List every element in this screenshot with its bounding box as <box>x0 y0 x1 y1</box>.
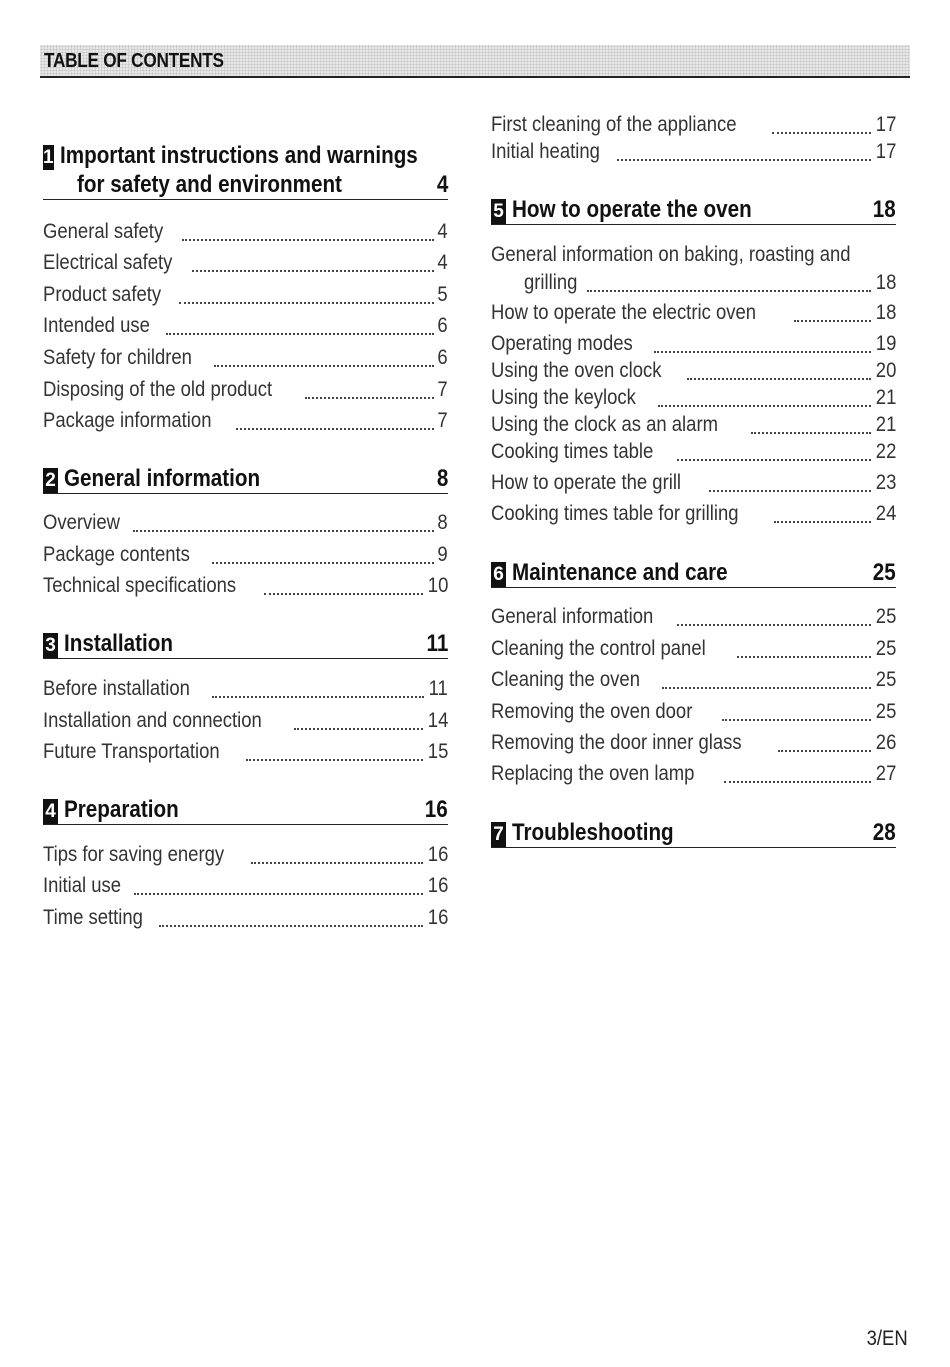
toc-entry-label: How to operate the grill <box>491 471 682 494</box>
toc-entry-page: 4 <box>437 220 448 243</box>
toc-entry-label: Using the oven clock <box>491 359 662 382</box>
toc-entry-label: General information on baking, roasting and <box>491 243 851 266</box>
section-6-heading[interactable] <box>491 558 896 588</box>
toc-entry-operate-electric-oven[interactable] <box>491 300 896 326</box>
toc-entry-page: 10 <box>427 574 448 597</box>
toc-entry-removing-inner-glass[interactable] <box>491 730 896 756</box>
toc-entry-label: Using the clock as an alarm <box>491 413 718 436</box>
toc-entry-operate-grill[interactable] <box>491 470 896 496</box>
leader-dots <box>192 264 434 272</box>
toc-entry-replacing-oven-lamp[interactable] <box>491 761 896 787</box>
leader-dots <box>212 690 424 698</box>
toc-entry-general-safety[interactable] <box>43 219 448 245</box>
leader-dots <box>251 856 423 864</box>
toc-entry-label: Product safety <box>43 283 162 306</box>
toc-entry-label: Installation and connection <box>43 709 262 732</box>
leader-dots <box>654 345 871 353</box>
toc-entry-clock-as-alarm[interactable] <box>491 412 896 438</box>
section-number-badge: 5 <box>491 199 506 224</box>
toc-entry-cooking-times-grilling[interactable] <box>491 501 896 527</box>
leader-dots <box>133 524 435 532</box>
leader-dots <box>246 753 423 761</box>
toc-entry-page: 18 <box>875 301 896 324</box>
section-number-badge: 3 <box>43 633 58 658</box>
toc-entry-label-continued: grilling <box>524 271 578 294</box>
section-title: How to operate the oven <box>512 196 752 223</box>
toc-entry-label: Replacing the oven lamp <box>491 762 695 785</box>
toc-entry-disposing-old-product[interactable] <box>43 377 448 403</box>
toc-entry-label: First cleaning of the appliance <box>491 113 737 136</box>
toc-entry-electrical-safety[interactable] <box>43 250 448 276</box>
toc-entry-label: Tips for saving energy <box>43 843 225 866</box>
toc-entry-page: 25 <box>875 668 896 691</box>
toc-entry-initial-use[interactable] <box>43 873 448 899</box>
toc-entry-intended-use[interactable] <box>43 313 448 339</box>
leader-dots <box>722 713 871 721</box>
toc-entry-page: 26 <box>875 731 896 754</box>
section-page: 4 <box>436 171 448 198</box>
leader-dots <box>294 722 423 730</box>
toc-entry-page: 6 <box>437 346 448 369</box>
section-number-badge: 6 <box>491 562 506 587</box>
toc-entry-label: Technical specifications <box>43 574 237 597</box>
toc-entry-package-information[interactable] <box>43 408 448 434</box>
leader-dots <box>264 587 422 595</box>
toc-entry-label: Removing the oven door <box>491 700 693 723</box>
toc-entry-label: Cleaning the oven <box>491 668 640 691</box>
leader-dots <box>794 314 870 322</box>
toc-entry-time-setting[interactable] <box>43 905 448 931</box>
page-title: TABLE OF CONTENTS <box>44 50 224 72</box>
section-title: Preparation <box>64 796 179 823</box>
section-5-heading[interactable] <box>491 195 896 225</box>
toc-entry-page: 27 <box>875 762 896 785</box>
toc-entry-page: 22 <box>875 440 896 463</box>
section-1-heading[interactable] <box>43 141 448 200</box>
leader-dots <box>687 372 871 380</box>
toc-entry-page: 8 <box>437 511 448 534</box>
toc-entry-safety-for-children[interactable] <box>43 345 448 371</box>
header-bar <box>40 45 910 78</box>
toc-entry-label: Removing the door inner glass <box>491 731 742 754</box>
toc-entry-label: Intended use <box>43 314 150 337</box>
toc-entry-label: General safety <box>43 220 164 243</box>
section-4-heading[interactable] <box>43 795 448 825</box>
section-title: Important instructions and warnings <box>59 142 418 169</box>
toc-entry-label: General information <box>491 605 654 628</box>
leader-dots <box>212 556 434 564</box>
leader-dots <box>662 681 870 689</box>
section-number-badge: 2 <box>43 468 58 493</box>
toc-entry-technical-specifications[interactable] <box>43 573 448 599</box>
leader-dots <box>677 453 870 461</box>
leader-dots <box>236 422 434 430</box>
section-number-badge: 1 <box>43 147 54 168</box>
leader-dots <box>214 359 434 367</box>
toc-entry-page: 17 <box>875 113 896 136</box>
toc-entry-page: 4 <box>437 251 448 274</box>
leader-dots <box>737 650 871 658</box>
toc-entry-page: 7 <box>437 378 448 401</box>
toc-entry-cleaning-control-panel[interactable] <box>491 636 896 662</box>
leader-dots <box>677 618 870 626</box>
section-title-continued: for safety and environment <box>77 171 342 198</box>
leader-dots <box>709 484 871 492</box>
toc-entry-page: 16 <box>427 843 448 866</box>
leader-dots <box>134 887 423 895</box>
leader-dots <box>305 391 434 399</box>
toc-entry-label: Package contents <box>43 543 190 566</box>
toc-entry-page: 7 <box>437 409 448 432</box>
toc-entry-label: Time setting <box>43 906 143 929</box>
leader-dots <box>159 919 423 927</box>
toc-entry-installation-and-connection[interactable] <box>43 708 448 734</box>
toc-entry-page: 23 <box>875 471 896 494</box>
toc-entry-page: 16 <box>427 906 448 929</box>
leader-dots <box>166 327 434 335</box>
toc-entry-operating-modes[interactable] <box>491 331 896 357</box>
leader-dots <box>617 153 871 161</box>
section-7-heading[interactable] <box>491 818 896 848</box>
section-number-badge: 4 <box>43 799 58 824</box>
toc-entry-label: Safety for children <box>43 346 192 369</box>
section-title: Troubleshooting <box>512 819 674 846</box>
toc-entry-label: Overview <box>43 511 121 534</box>
toc-entry-page: 11 <box>428 677 448 700</box>
toc-entry-label: How to operate the electric oven <box>491 301 757 324</box>
section-number-badge: 7 <box>491 822 506 847</box>
toc-entry-tips-saving-energy[interactable] <box>43 842 448 868</box>
toc-entry-product-safety[interactable] <box>43 282 448 308</box>
leader-dots <box>724 775 870 783</box>
toc-entry-page: 14 <box>427 709 448 732</box>
section-page: 28 <box>873 819 896 846</box>
toc-entry-label: Disposing of the old product <box>43 378 273 401</box>
toc-entry-label: Cooking times table for grilling <box>491 502 739 525</box>
toc-entry-removing-oven-door[interactable] <box>491 699 896 725</box>
section-page: 11 <box>426 630 448 657</box>
toc-entry-page: 25 <box>875 637 896 660</box>
section-page: 8 <box>436 465 448 492</box>
toc-entry-page: 21 <box>875 413 896 436</box>
toc-entry-general-information[interactable] <box>491 604 896 630</box>
toc-entry-label: Future Transportation <box>43 740 220 763</box>
toc-entry-page: 9 <box>437 543 448 566</box>
toc-entry-page: 19 <box>875 332 896 355</box>
toc-entry-cooking-times-table[interactable] <box>491 439 896 465</box>
toc-entry-initial-heating[interactable] <box>491 139 896 165</box>
section-title: Installation <box>64 630 173 657</box>
section-title: Maintenance and care <box>512 559 728 586</box>
section-3-heading[interactable] <box>43 629 448 659</box>
toc-entry-oven-clock[interactable] <box>491 358 896 384</box>
section-2-heading[interactable] <box>43 464 448 494</box>
section-page: 16 <box>425 796 448 823</box>
leader-dots <box>179 296 434 304</box>
leader-dots <box>182 233 435 241</box>
toc-entry-page: 16 <box>427 874 448 897</box>
toc-entry-first-cleaning[interactable] <box>491 112 896 138</box>
toc-entry-label: Cooking times table <box>491 440 654 463</box>
toc-entry-label: Before installation <box>43 677 190 700</box>
toc-entry-label: Initial use <box>43 874 122 897</box>
toc-entry-page: 6 <box>437 314 448 337</box>
leader-dots <box>658 399 871 407</box>
toc-entry-cleaning-oven[interactable] <box>491 667 896 693</box>
leader-dots <box>772 126 871 134</box>
toc-entry-page: 21 <box>875 386 896 409</box>
toc-entry-package-contents[interactable] <box>43 542 448 568</box>
toc-entry-label: Package information <box>43 409 212 432</box>
toc-entry-page: 20 <box>875 359 896 382</box>
leader-dots <box>778 744 871 752</box>
toc-entry-page: 5 <box>437 283 448 306</box>
section-page: 18 <box>873 196 896 223</box>
leader-dots <box>774 515 870 523</box>
toc-entry-general-info-baking[interactable] <box>491 241 896 297</box>
leader-dots <box>587 284 871 292</box>
toc-entry-label: Electrical safety <box>43 251 173 274</box>
section-page: 25 <box>873 559 896 586</box>
toc-entry-page: 18 <box>875 271 896 294</box>
toc-entry-label: Using the keylock <box>491 386 636 409</box>
leader-dots <box>751 426 871 434</box>
toc-entry-page: 25 <box>875 605 896 628</box>
page-number: 3/EN <box>866 1327 908 1350</box>
toc-entry-page: 25 <box>875 700 896 723</box>
toc-entry-future-transportation[interactable] <box>43 739 448 765</box>
section-title: General information <box>64 465 261 492</box>
toc-entry-before-installation[interactable] <box>43 676 448 702</box>
toc-entry-page: 17 <box>875 140 896 163</box>
toc-entry-keylock[interactable] <box>491 385 896 411</box>
toc-entry-overview[interactable] <box>43 510 448 536</box>
toc-entry-page: 24 <box>875 502 896 525</box>
toc-entry-label: Initial heating <box>491 140 600 163</box>
toc-entry-page: 15 <box>427 740 448 763</box>
toc-entry-label: Cleaning the control panel <box>491 637 706 660</box>
toc-entry-label: Operating modes <box>491 332 633 355</box>
